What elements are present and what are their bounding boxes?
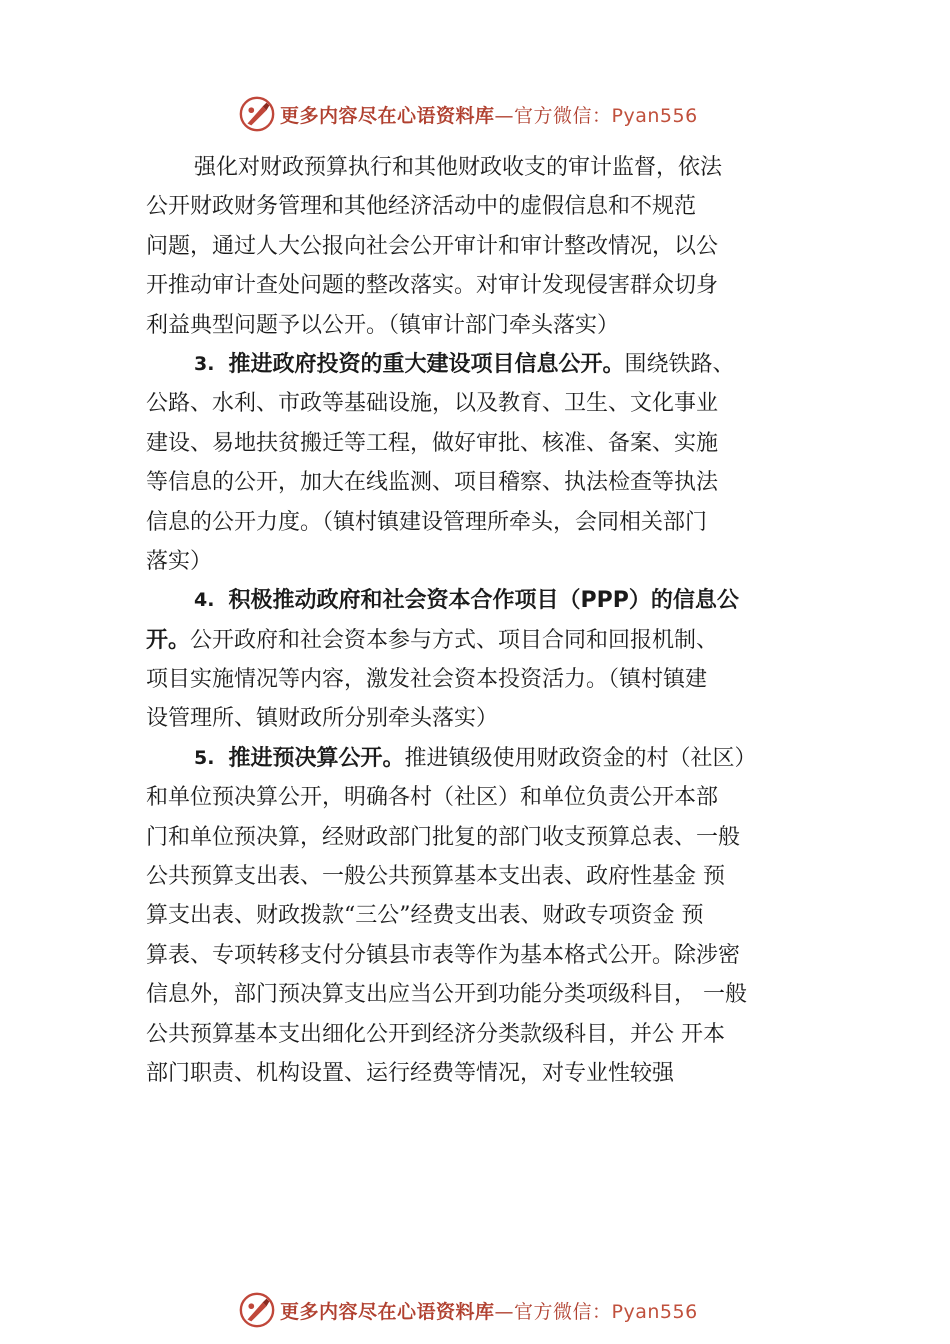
p5-line-4: 公共预算支出表、一般公共预算基本支出表、政府性基金 预 xyxy=(146,864,725,890)
item-number: 5. xyxy=(194,746,215,769)
p1-line-3: 问题，通过人大公报向社会公开审计和审计整改情况，以公 xyxy=(146,233,719,259)
p5-line-9: 部门职责、机构设置、运行经费等情况，对专业性较强 xyxy=(146,1060,675,1086)
pen-logo-icon xyxy=(238,1291,276,1329)
p5-line-7: 信息外，部门预决算支出应当公开到功能分类项级科目， 一般 xyxy=(146,982,747,1008)
p3-line-4: 等信息的公开，加大在线监测、项目稽察、执法检查等执法 xyxy=(146,470,719,496)
p4-line-3: 项目实施情况等内容，激发社会资本投资活力。（镇村镇建 xyxy=(146,667,708,693)
p4-heading-line xyxy=(146,581,836,620)
pen-logo-icon xyxy=(238,95,276,133)
p5-line-3: 门和单位预决算，经财政部门批复的部门收支预算总表、一般 xyxy=(146,824,741,850)
document-body xyxy=(146,148,836,1093)
section-heading: 推进政府投资的重大建设项目信息公开。 xyxy=(228,351,625,377)
p5-heading-line: 5. 推进预决算公开。 推进镇级使用财政资金的村（社区） xyxy=(146,739,836,778)
footer-banner xyxy=(238,1290,758,1330)
p4-line-4: 设管理所、镇财政所分别牵头落实） xyxy=(146,706,499,732)
section-heading: 推进预决算公开。 xyxy=(228,745,405,771)
p1-line-5: 利益典型问题予以公开。（镇审计部门牵头落实） xyxy=(146,312,620,338)
p5-line-2: 和单位预决算公开，明确各村（社区）和单位负责公开本部 xyxy=(146,785,719,811)
p5-line-8: 公共预算基本支出细化公开到经济分类款级科目，并公 开本 xyxy=(146,1021,725,1047)
banner-text: 更多内容尽在心语资料库—官方微信：Pyan556 xyxy=(280,104,698,127)
p3-line-6: 落实） xyxy=(146,548,213,574)
header-banner xyxy=(238,94,758,134)
banner-text: 更多内容尽在心语资料库—官方微信：Pyan556 xyxy=(280,1300,698,1323)
p3-heading-line: 3. 推进政府投资的重大建设项目信息公开。 围绕铁路、 xyxy=(146,345,836,384)
item-number: 4. xyxy=(194,589,215,612)
p3-line-3: 建设、易地扶贫搬迁等工程，做好审批、核准、备案、实施 xyxy=(146,430,719,456)
p5-line-6: 算表、专项转移支付分镇县市表等作为基本格式公开。除涉密 xyxy=(146,942,741,968)
p3-line-2: 公路、水利、市政等基础设施，以及教育、卫生、文化事业 xyxy=(146,391,719,417)
section-heading: 积极推动政府和社会资本合作项目（PPP）的信息公 xyxy=(228,588,739,614)
p1-line-1: 强化对财政预算执行和其他财政收支的审计监督，依法 xyxy=(194,155,723,180)
p1-line-4: 开推动审计查处问题的整改落实。对审计发现侵害群众切身 xyxy=(146,273,719,299)
p1-line-2: 公开财政财务管理和其他经济活动中的虚假信息和不规范 xyxy=(146,194,697,220)
p5-line-5: 算支出表、财政拨款“三公”经费支出表、财政专项资金 预 xyxy=(146,903,704,929)
item-number: 3. xyxy=(194,352,215,375)
p3-line-5: 信息的公开力度。（镇村镇建设管理所牵头，会同相关部门 xyxy=(146,509,708,535)
p4-line-2: 开。 公开政府和社会资本参与方式、项目合同和回报机制、 xyxy=(146,627,719,653)
